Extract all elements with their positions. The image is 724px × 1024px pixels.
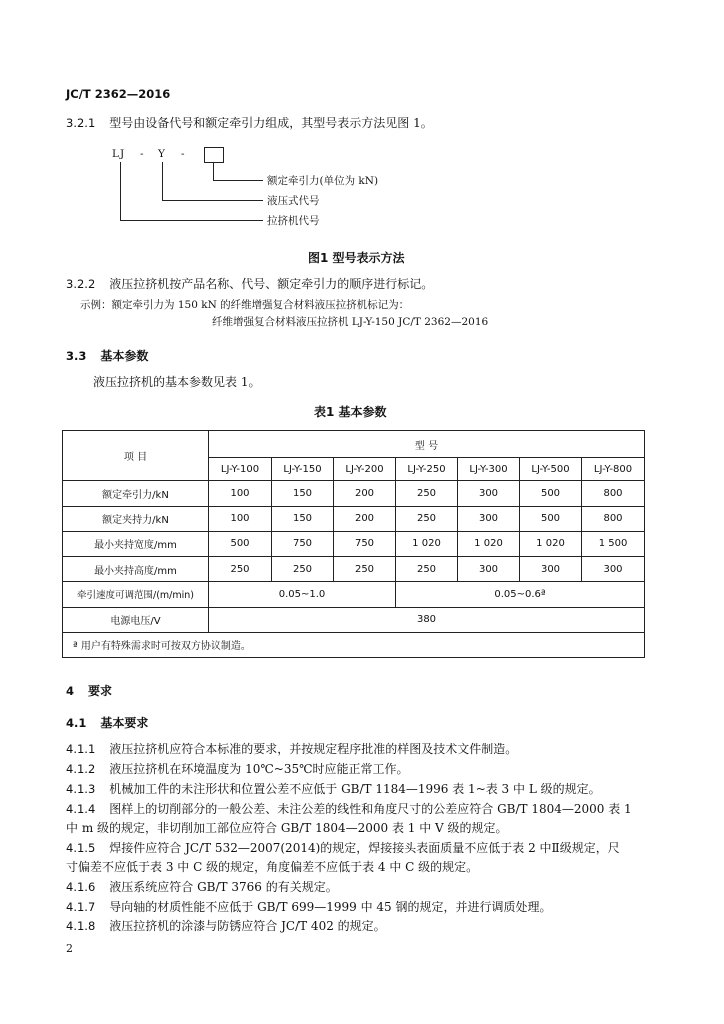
clause-number: 3.2.2 <box>66 277 96 291</box>
row-label: 额定牵引力/kN <box>63 481 209 506</box>
clause-4-1-8 <box>66 919 386 933</box>
page-number: 2 <box>66 942 73 955</box>
clause-3-2-1 <box>66 116 433 130</box>
table-cell: 800 <box>582 506 645 531</box>
table-model-cell: LJ-Y-100 <box>209 458 272 481</box>
example-mark: 纤维增强复合材料液压拉挤机 LJ-Y-150 JC/T 2362—2016 <box>212 316 489 328</box>
table-model-cell: LJ-Y-250 <box>396 458 458 481</box>
table-cell: 100 <box>209 481 272 506</box>
table-cell: 250 <box>209 557 272 582</box>
clause-number: 4.1.8 <box>66 919 96 933</box>
table-cell: 750 <box>334 531 396 556</box>
clause-text: 液压拉挤机的涂漆与防锈应符合 JC/T 402 的规定。 <box>109 919 386 933</box>
clause-number: 4.1.5 <box>66 841 96 855</box>
table-cell: 500 <box>520 506 582 531</box>
figure-force-box <box>204 147 224 163</box>
table-note: ª 用户有特殊需求时可按双方协议制造。 <box>63 632 645 657</box>
row-label: 最小夹持高度/mm <box>63 557 209 582</box>
row-label: 电源电压/V <box>63 607 209 632</box>
clause-text: 焊接件应符合 JC/T 532—2007(2014)的规定，焊接接头表面质量不应低于表 2 中Ⅱ级规定，尺 <box>109 841 620 855</box>
table-cell-speed-a: 0.05~1.0 <box>209 582 396 607</box>
table-cell: 200 <box>334 481 396 506</box>
clause-number: 4.1.4 <box>66 802 96 816</box>
section-title: 基本参数 <box>100 349 149 363</box>
table-cell: 500 <box>520 481 582 506</box>
table-row <box>63 557 645 582</box>
figure-dash-2: - <box>181 148 186 160</box>
figure-dash-1: - <box>140 148 145 160</box>
table-cell-voltage: 380 <box>209 607 645 632</box>
table-row <box>63 531 645 556</box>
clause-text: 图样上的切削部分的一般公差、未注公差的线性和角度尺寸的公差应符合 GB/T 1804—2000 表 1 <box>109 802 632 816</box>
clause-text: 机械加工件的未注形状和位置公差不应低于 GB/T 1184—1996 表 1~表 3 中 L 级的规定。 <box>109 782 601 796</box>
table-cell: 100 <box>209 506 272 531</box>
clause-number: 3.2.1 <box>66 116 96 130</box>
clause-4-1-5-continued: 寸偏差不应低于表 3 中 C 级的规定，角度偏差不应低于表 4 中 C 级的规定。 <box>66 860 479 874</box>
figure-caption: 图1 型号表示方法 <box>308 251 405 265</box>
table-row-voltage <box>63 607 645 632</box>
figure-connector-device-h <box>120 220 263 221</box>
clause-text: 液压拉挤机按产品名称、代号、额定牵引力的顺序进行标记。 <box>109 277 434 291</box>
table-cell: 300 <box>582 557 645 582</box>
clause-3-2-2 <box>66 277 433 291</box>
clause-text: 液压拉挤机应符合本标准的要求，并按规定程序批准的样图及技术文件制造。 <box>109 742 518 756</box>
section-title: 要求 <box>88 684 113 698</box>
figure-label-hydraulic: 液压式代号 <box>267 195 320 207</box>
basic-parameters-table <box>62 430 645 658</box>
table-cell: 250 <box>272 557 334 582</box>
table-cell: 750 <box>272 531 334 556</box>
clause-number: 4.1.2 <box>66 762 96 776</box>
table-header-item: 项 目 <box>63 431 209 481</box>
clause-4-1-1 <box>66 742 517 756</box>
figure-connector-force-v <box>213 162 214 180</box>
row-label: 牵引速度可调范围/(m/min) <box>63 582 209 607</box>
section-number: 4.1 <box>66 716 87 730</box>
table-header-model: 型 号 <box>209 431 645 458</box>
table-cell: 300 <box>458 481 520 506</box>
figure-label-force: 额定牵引力(单位为 kN) <box>267 175 379 187</box>
row-label: 额定夹持力/kN <box>63 506 209 531</box>
table-cell: 1 500 <box>582 531 645 556</box>
clause-text: 型号由设备代号和额定牵引力组成，其型号表示方法见图 1。 <box>109 116 433 130</box>
table-row-speed <box>63 582 645 607</box>
figure-code-lj: LJ <box>112 148 126 160</box>
table-cell: 150 <box>272 506 334 531</box>
figure-connector-device-v <box>120 162 121 220</box>
figure-label-device: 拉挤机代号 <box>267 215 320 227</box>
figure-connector-force-h <box>213 180 263 181</box>
table-cell: 250 <box>396 481 458 506</box>
clause-text: 导向轴的材质性能不应低于 GB/T 699—1999 中 45 钢的规定，并进行调质处理。 <box>109 900 552 914</box>
table-row <box>63 506 645 531</box>
section-number: 4 <box>66 684 75 698</box>
section-3-3-text: 液压拉挤机的基本参数见表 1。 <box>93 375 261 389</box>
clause-4-1-5 <box>66 841 620 855</box>
figure-connector-hydraulic-h <box>162 200 263 201</box>
section-number: 3.3 <box>66 349 87 363</box>
table-cell: 150 <box>272 481 334 506</box>
clause-number: 4.1.1 <box>66 742 96 756</box>
table-cell: 800 <box>582 481 645 506</box>
clause-4-1-4-continued: 中 m 级的规定，非切削加工部位应符合 GB/T 1804—2000 表 1 中 V 级的规定。 <box>66 821 508 835</box>
table-cell-speed-b: 0.05~0.6ª <box>396 582 645 607</box>
standard-code-header: JC/T 2362—2016 <box>66 87 171 101</box>
section-title: 基本要求 <box>100 716 149 730</box>
clause-text: 液压拉挤机在环境温度为 10℃~35℃时应能正常工作。 <box>109 762 409 776</box>
table-cell: 250 <box>334 557 396 582</box>
table-cell: 300 <box>458 557 520 582</box>
table-model-cell: LJ-Y-150 <box>272 458 334 481</box>
table-model-cell: LJ-Y-800 <box>582 458 645 481</box>
table-cell: 200 <box>334 506 396 531</box>
clause-number: 4.1.7 <box>66 900 96 914</box>
clause-4-1-7 <box>66 900 552 914</box>
clause-number: 4.1.6 <box>66 880 96 894</box>
table-cell: 1 020 <box>396 531 458 556</box>
table-row-note <box>63 632 645 657</box>
table-row <box>63 481 645 506</box>
table-cell: 1 020 <box>458 531 520 556</box>
section-4-heading <box>66 682 112 699</box>
clause-4-1-4 <box>66 802 632 816</box>
example-text: 示例：额定牵引力为 150 kN 的纤维增强复合材料液压拉挤机标记为： <box>80 299 410 311</box>
section-4-1-heading <box>66 714 148 731</box>
row-label: 最小夹持宽度/mm <box>63 531 209 556</box>
clause-4-1-6 <box>66 880 338 894</box>
table-model-cell: LJ-Y-200 <box>334 458 396 481</box>
clause-number: 4.1.3 <box>66 782 96 796</box>
table-cell: 250 <box>396 557 458 582</box>
clause-text: 液压系统应符合 GB/T 3766 的有关规定。 <box>109 880 338 894</box>
figure-connector-hydraulic-v <box>162 162 163 200</box>
clause-4-1-2 <box>66 762 409 776</box>
section-3-3-heading <box>66 347 148 364</box>
table-cell: 300 <box>458 506 520 531</box>
table-cell: 250 <box>396 506 458 531</box>
table-model-cell: LJ-Y-300 <box>458 458 520 481</box>
table-cell: 1 020 <box>520 531 582 556</box>
figure-code-y: Y <box>158 148 166 160</box>
table-model-cell: LJ-Y-500 <box>520 458 582 481</box>
table-cell: 500 <box>209 531 272 556</box>
clause-4-1-3 <box>66 782 601 796</box>
table-caption: 表1 基本参数 <box>314 405 387 419</box>
table-cell: 300 <box>520 557 582 582</box>
